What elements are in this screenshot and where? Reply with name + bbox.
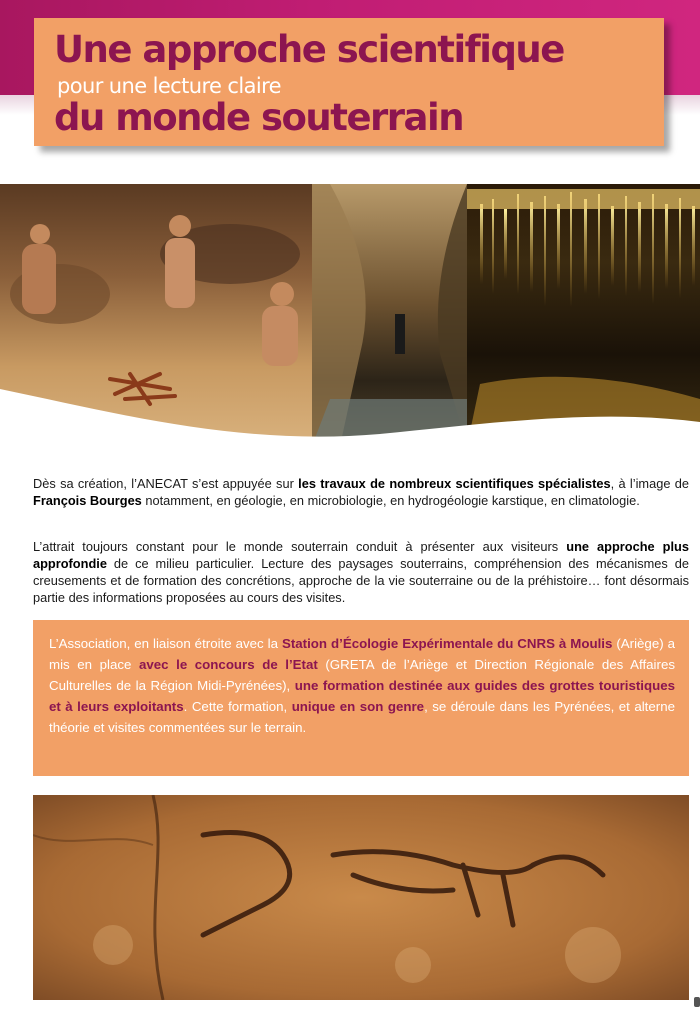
bold-run: une approche plus approfondie bbox=[33, 539, 689, 571]
cave-stalactites-photo-icon bbox=[467, 184, 700, 446]
text-run: de ce milieu particulier. Lecture des paysages souterrains, compréhension des mécanismes de creusements et de formation des concrétions, approche de la vie souterraine ou de la préhistoire… font désormais partie des informations proposées au cours des visites. bbox=[33, 556, 689, 605]
cave-painting-photo-icon bbox=[33, 795, 689, 1000]
highlight-panel bbox=[33, 620, 689, 776]
text-run: L’attrait toujours constant pour le monde souterrain conduit à présenter aux visiteurs bbox=[33, 539, 567, 554]
cave-walkway-photo-icon bbox=[312, 184, 467, 446]
cave-painting-photo bbox=[33, 795, 689, 1000]
intro-paragraph bbox=[33, 475, 689, 509]
page-title: Une approche scientifique bbox=[54, 28, 564, 71]
bold-run: Station d’Écologie Expérimentale du CNRS à Moulis bbox=[281, 636, 613, 651]
bold-run: avec le concours de l’Etat bbox=[138, 657, 318, 672]
text-run: (Ariège) a mis en place bbox=[49, 636, 676, 672]
text-run: , à l’image de bbox=[610, 476, 689, 491]
text-run: . Cette formation, bbox=[183, 699, 292, 714]
highlight-text bbox=[49, 633, 675, 738]
text-run: , se déroule dans les Pyrénées, et alterne théorie et visites commentées sur le terrain. bbox=[49, 699, 675, 735]
title-banner bbox=[34, 18, 664, 146]
text-run: Dès sa création, l’ANECAT s’est appuyée sur bbox=[33, 476, 299, 491]
page-subtitle: pour une lecture claire bbox=[57, 74, 281, 98]
page-corner-mark bbox=[694, 997, 700, 1007]
bold-run: unique en son genre bbox=[291, 699, 425, 714]
text-run: L’Association, en liaison étroite avec la bbox=[49, 636, 282, 651]
bold-run: les travaux de nombreux scientifiques spécialistes bbox=[298, 476, 611, 491]
text-run: notamment, en géologie, en microbiologie, en hydrogéologie karstique, en climatologie. bbox=[141, 493, 640, 508]
bold-run: une formation destinée aux guides des grottes touristiques et à leurs exploitants bbox=[49, 678, 676, 714]
page-title-line2: du monde souterrain bbox=[54, 96, 464, 139]
text-run: (GRETA de l’Ariège et Direction Régionale des Affaires Culturelles de la Région Midi-Pyrénées), bbox=[49, 657, 675, 693]
photo-strip bbox=[0, 184, 700, 446]
bold-run: François Bourges bbox=[33, 493, 142, 508]
second-paragraph bbox=[33, 538, 689, 606]
